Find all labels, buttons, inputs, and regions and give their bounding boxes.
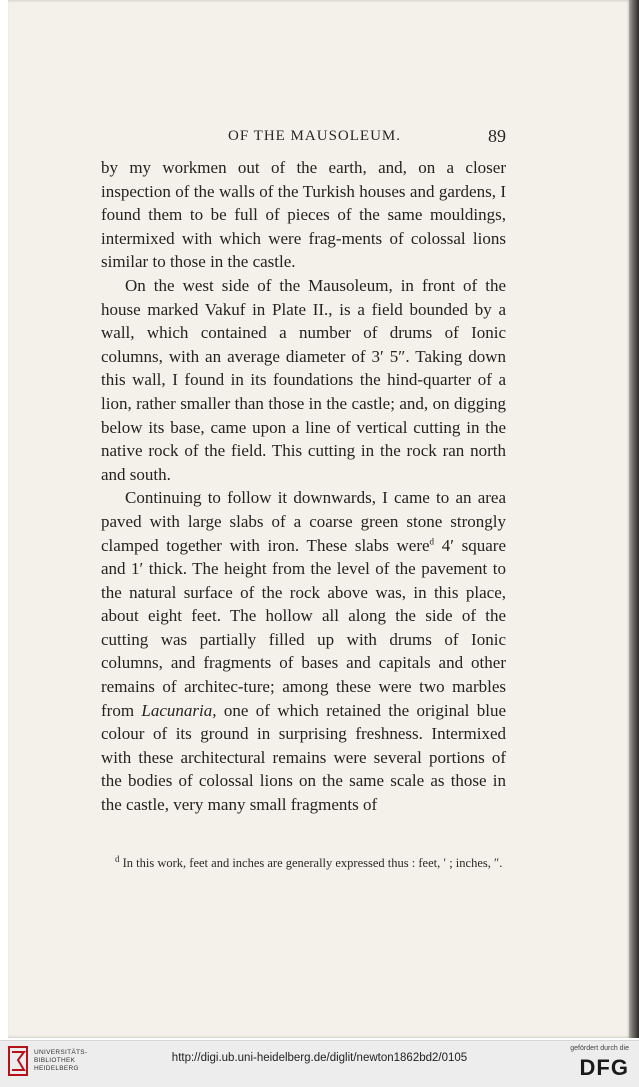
footnote — [101, 853, 506, 873]
paragraph-1: by my workmen out of the earth, and, on a closer inspection of the walls of the Turkish houses and gardens, I found them to be full of pieces of the same mouldings, intermixed with which were frag-ments of colossal lions similar to those in the castle. — [101, 158, 506, 272]
footnote-text: In this work, feet and inches are generally expressed thus : feet, ′ ; inches, ″. — [119, 856, 503, 870]
scanned-page — [8, 0, 631, 1038]
running-head: OF THE MAUSOLEUM. — [228, 128, 401, 144]
paragraph-3-part-c: one of which retained the original blue colour of its ground in surprising freshness. Intermixed with these architectural remains were several portions of the bodies of colossal lions on the same scale as those in the castle, very many small fragments of — [101, 700, 506, 815]
paragraph-3-part-a: Continuing to follow it downwards, I came to an area paved with large slabs of a coarse green stone strongly clamped together with iron. These slabs were — [101, 488, 506, 555]
paragraph-2: On the west side of the Mausoleum, in front of the house marked Vakuf in Plate II., is a field bounded by a wall, which contained a number of drums of Ionic columns, with an average diameter of 3′ 5″. Taking down this wall, I found in its foundations the hind-quarter of a lion, rather smaller than those in the castle; and, on digging below its base, came upon a line of vertical cutting in the native rock of the field. This cutting in the rock ran north and south. — [101, 275, 506, 484]
library-name-line: BIBLIOTHEK — [34, 1057, 76, 1064]
paragraph-3-part-b: 4′ square and 1′ thick. The height from the level of the pavement to the natural surface of the rock above was, in this place, about eight feet. The hollow all along the side of the cutting was partially filled up with drums of Ionic columns, and fragments of bases and capitals and other remains of architec-ture; among these were two marbles from — [101, 535, 506, 720]
library-name-line: HEIDELBERG — [34, 1065, 79, 1072]
funded-by-label: gefördert durch die — [570, 1045, 629, 1052]
library-name-line: UNIVERSITÄTS- — [34, 1049, 88, 1056]
page-edge — [629, 0, 639, 1038]
page-number: 89 — [488, 126, 506, 146]
paragraph-3 — [101, 486, 506, 816]
footnote-marker: d — [115, 853, 120, 864]
dfg-logo: DFG — [579, 1055, 629, 1080]
body-text — [101, 156, 506, 817]
permalink[interactable]: http://digi.ub.uni-heidelberg.de/diglit/newton1862bd2/0105 — [171, 1052, 468, 1064]
footnote-reference: d — [429, 535, 435, 546]
italic-term: Lacunaria, — [141, 700, 217, 720]
